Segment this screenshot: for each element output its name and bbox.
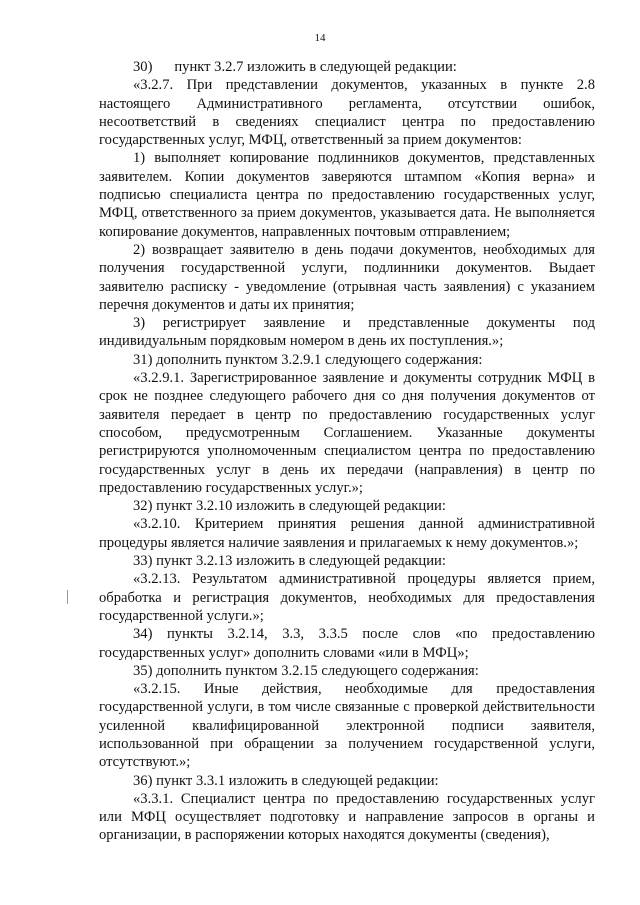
paragraph-3-2-13: «3.2.13. Результатом административной процедуры является прием, обработка и регистрация документов, необходимых для предоставления государственной услуги.»; <box>99 571 595 624</box>
paragraph-subitem-3: 3) регистрирует заявление и представленные документы под индивидуальным порядковым номером в день их поступления.»; <box>99 315 595 350</box>
paragraph-subitem-1: 1) выполняет копирование подлинников документов, представленных заявителем. Копии документов заверяются штампом «Копия верна» и подписью специалиста центра по предоставлению государственных услуг, МФЦ, ответственного за прием документов, указывается дата. Не выполняется копирование документов, направленных почтовым отправлением; <box>99 150 595 240</box>
paragraph-subitem-2: 2) возвращает заявителю в день подачи документов, необходимых для получения государственной услуги, подлинники документов. Выдает заявителю расписку - уведомление (отрывная часть заявления) с указанием перечня документов и даты их принятия; <box>99 241 595 313</box>
document-body <box>99 58 595 845</box>
paragraph-item-30: 30) пункт 3.2.7 изложить в следующей редакции: <box>133 59 457 75</box>
margin-mark <box>67 590 68 604</box>
paragraph-3-3-1: «3.3.1. Специалист центра по предоставлению государственных услуг или МФЦ осуществляет подготовку и направление запросов в органы и организации, в распоряжении которых находятся документы (сведения), <box>99 790 595 844</box>
paragraph-item-35: 35) дополнить пунктом 3.2.15 следующего содержания: <box>133 662 479 679</box>
page-number: 14 <box>314 32 326 44</box>
paragraph-item-32: 32) пункт 3.2.10 изложить в следующей редакции: <box>133 498 446 515</box>
paragraph-item-34: 34) пункты 3.2.14, 3.3, 3.3.5 после слов «по предоставлению государственных услуг» дополнить словами «или в МФЦ»; <box>99 626 595 661</box>
paragraph-item-33: 33) пункт 3.2.13 изложить в следующей редакции: <box>133 553 446 570</box>
paragraph-item-31: 31) дополнить пунктом 3.2.9.1 следующего содержания: <box>133 351 483 368</box>
paragraph-3-2-15: «3.2.15. Иные действия, необходимые для предоставления государственной услуги, в том числе связанные с проверкой действительности усиленной квалифицированной электронной подписи заявителя, использованной при обращении за получением государственной услуги, отсутствуют.»; <box>99 681 595 771</box>
paragraph-3-2-7: «3.2.7. При представлении документов, указанных в пункте 2.8 настоящего Административного регламента, отсутствии ошибок, несоответствий в сведениях специалист центра по предоставлению государственных услуг, МФЦ, ответственный за прием документов: <box>99 77 595 149</box>
paragraph-item-36: 36) пункт 3.3.1 изложить в следующей редакции: <box>133 772 439 789</box>
paragraph-3-2-10: «3.2.10. Критерием принятия решения данной административной процедуры является наличие заявления и прилагаемых к нему документов.»; <box>99 516 595 551</box>
paragraph-3-2-9-1: «3.2.9.1. Зарегистрированное заявление и документы сотрудник МФЦ в срок не позднее следующего рабочего дня со дня получения документов от заявителя передает в центр по предоставлению государственных услуг способом, предусмотренным Соглашением. Указанные документы регистрируются уполномоченным специалистом центра по предоставлению государственных услуг в день их передачи (направления) в центр по предоставлению государственных услуг.»; <box>99 370 595 496</box>
